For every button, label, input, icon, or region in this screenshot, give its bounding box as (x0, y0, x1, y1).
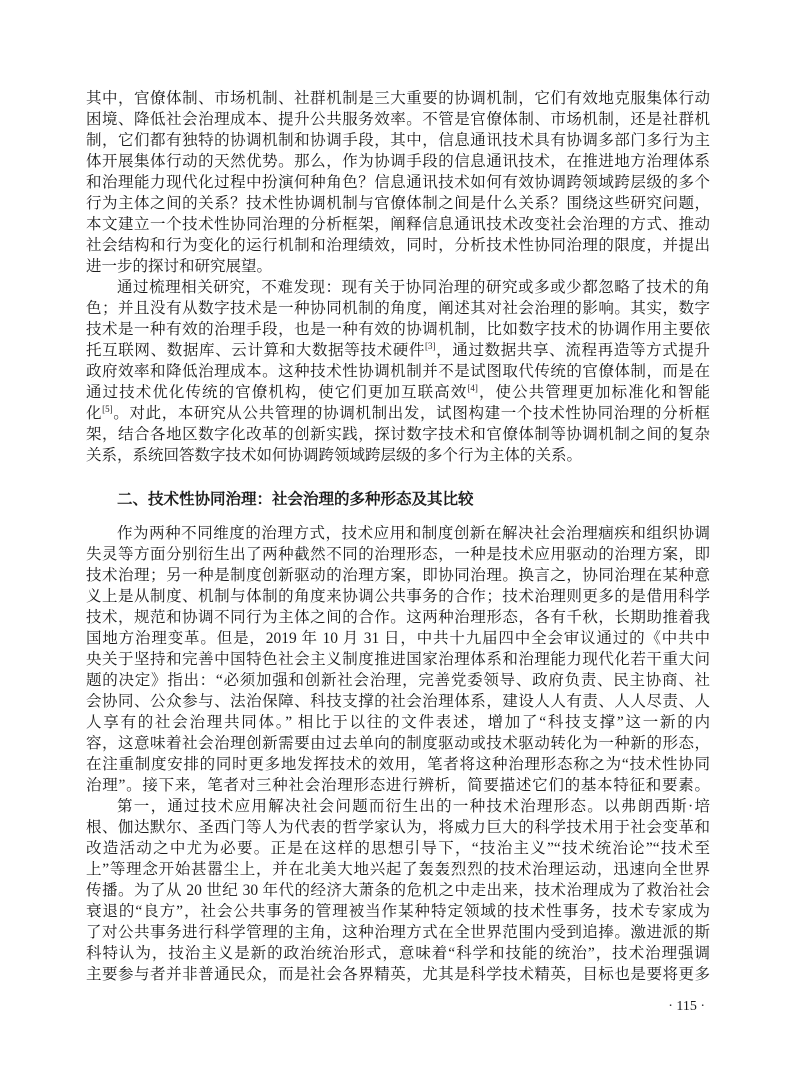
paragraph-line: 治理”。接下来，笔者对三种社会治理形态进行辨析，简要描述它们的基本特征和要素。 (86, 777, 710, 794)
footnote-ref: [5] (102, 403, 113, 414)
paragraph-line: 失灵等方面分别衍生出了两种截然不同的治理形态，一种是技术应用驱动的治理方案，即 (86, 546, 710, 563)
paragraph-line: 其中，官僚体制、市场机制、社群机制是三大重要的协调机制，它们有效地克服集体行动 (86, 90, 710, 107)
paragraph-line: 通过技术优化传统的官僚机构，使它们更加互联高效[4]，使公共管理更加标准化和智能 (86, 382, 710, 401)
paragraph-line: 题的决定》指出：“必须加强和创新社会治理，完善党委领导、政府负责、民主协商、社 (86, 672, 710, 689)
paragraph-line: 架，结合各地区数字化改革的创新实践，探讨数字技术和官僚体制等协调机制之间的复杂 (86, 426, 710, 443)
footnote-ref: [3] (425, 340, 436, 351)
paragraph-line: 央关于坚持和完善中国特色社会主义制度推进国家治理体系和治理能力现代化若干重大问 (86, 651, 710, 668)
paragraph-line: 进一步的探讨和研究展望。 (86, 258, 273, 275)
paragraph-line: 制，它们都有独特的协调机制和协调手段，其中，信息通讯技术具有协调多部门多行为主 (86, 132, 710, 149)
paragraph-line: 政府效率和降低治理成本。这种技术性协调机制并不是试图取代传统的官僚体制，而是在 (86, 363, 710, 380)
paragraph-line: 托互联网、数据库、云计算和大数据等技术硬件[3]，通过数据共享、流程再造等方式提升 (86, 340, 710, 359)
paragraph-line: 第一，通过技术应用解决社会问题而衍生出的一种技术治理形态。以弗朗西斯·培 (117, 798, 710, 815)
paragraph-line: 体开展集体行动的天然优势。那么，作为协调手段的信息通讯技术，在推进地方治理体系 (86, 153, 710, 170)
paragraph-line: 技术是一种有效的治理手段，也是一种有效的协调机制，比如数字技术的协调作用主要依 (86, 321, 710, 338)
paragraph-line: 困境、降低社会治理成本、提升公共服务效率。不管是官僚体制、市场机制，还是社群机 (86, 111, 710, 128)
paragraph-line: 通过梳理相关研究，不难发现：现有关于协同治理的研究或多或少都忽略了技术的角 (117, 279, 710, 296)
paragraph-line: 关系，系统回答数字技术如何协调跨领域跨层级的多个行为主体的关系。 (86, 447, 583, 464)
paragraph-line: 社会结构和行为变化的运行机制和治理绩效，同时，分析技术性协同治理的限度，并提出 (86, 237, 710, 254)
paragraph-line: 国地方治理变革。但是，2019 年 10 月 31 日，中共十九届四中全会审议通过的《中共中 (86, 630, 710, 647)
paragraph-line: 作为两种不同维度的治理方式，技术应用和制度创新在解决社会治理痼疾和组织协调 (117, 525, 710, 542)
footnote-ref: [4] (467, 382, 478, 393)
page-number: · 115 · (668, 999, 705, 1014)
paragraph-line: 义上是从制度、机制与体制的角度来协调公共事务的合作；技术治理则更多的是借用科学 (86, 588, 710, 605)
paragraph-line: 上”等理念开始甚嚣尘上，并在北美大地兴起了轰轰烈烈的技术治理运动，迅速向全世界 (86, 861, 710, 878)
paragraph-line: 根、伽达默尔、圣西门等人为代表的哲学家认为，将威力巨大的科学技术用于社会变革和 (86, 819, 710, 836)
paragraph-line: 科特认为，技治主义是新的政治统治形式，意味着“科学和技能的统治”，技术治理强调 (86, 945, 710, 962)
paragraph (86, 88, 710, 277)
paragraph-line: 主要参与者并非普通民众，而是社会各界精英，尤其是科学技术精英，目标也是要将更多 (86, 966, 710, 983)
paragraph-line: 技术，规范和协调不同行为主体之间的合作。这两种治理形态，各有千秋，长期助推着我 (86, 609, 710, 626)
paragraph-line: 衰退的“良方”，社会公共事务的管理被当作某种特定领域的技术性事务，技术专家成为 (86, 903, 710, 920)
paragraph-line: 会协同、公众参与、法治保障、科技支撑的社会治理体系，建设人人有责、人人尽责、人 (86, 693, 710, 710)
paragraph-line: 化[5]。对此，本研究从公共管理的协调机制出发，试图构建一个技术性协同治理的分析框 (86, 403, 710, 422)
paragraph-line: 和治理能力现代化过程中扮演何种角色？信息通讯技术如何有效协调跨领域跨层级的多个 (86, 174, 710, 191)
paragraph-line: 色；并且没有从数字技术是一种协同机制的角度，阐述其对社会治理的影响。其实，数字 (86, 300, 710, 317)
paragraph (86, 796, 710, 985)
paragraph-line: 人享有的社会治理共同体。” 相比于以往的文件表述，增加了“科技支撑”这一新的内 (86, 714, 710, 731)
document-body (86, 88, 710, 985)
paragraph-line: 行为主体之间的关系？技术性协调机制与官僚体制之间是什么关系？围绕这些研究问题， (86, 195, 710, 212)
paragraph-line: 技术治理；另一种是制度创新驱动的治理方案，即协同治理。换言之，协同治理在某种意 (86, 567, 710, 584)
paragraph-line: 了对公共事务进行科学管理的主角，这种治理方式在全世界范围内受到追捧。激进派的斯 (86, 924, 710, 941)
paragraph-line: 本文建立一个技术性协同治理的分析框架，阐释信息通讯技术改变社会治理的方式、推动 (86, 216, 710, 233)
paragraph (86, 277, 710, 466)
paragraph-line: 改造活动之中尤为必要。正是在这样的思想引导下，“技治主义”“技术统治论”“技术至 (86, 840, 710, 857)
paragraph-line: 在注重制度安排的同时更多地发挥技术的效用，笔者将这种治理形态称之为“技术性协同 (86, 756, 710, 773)
paragraph (86, 523, 710, 796)
section-heading: 二、技术性协同治理：社会治理的多种形态及其比较 (117, 491, 474, 508)
paragraph-line: 传播。为了从 20 世纪 30 年代的经济大萧条的危机之中走出来，技术治理成为了救治社会 (86, 882, 710, 899)
paragraph-line: 容，这意味着社会治理创新需要由过去单向的制度驱动或技术驱动转化为一种新的形态， (86, 735, 710, 752)
